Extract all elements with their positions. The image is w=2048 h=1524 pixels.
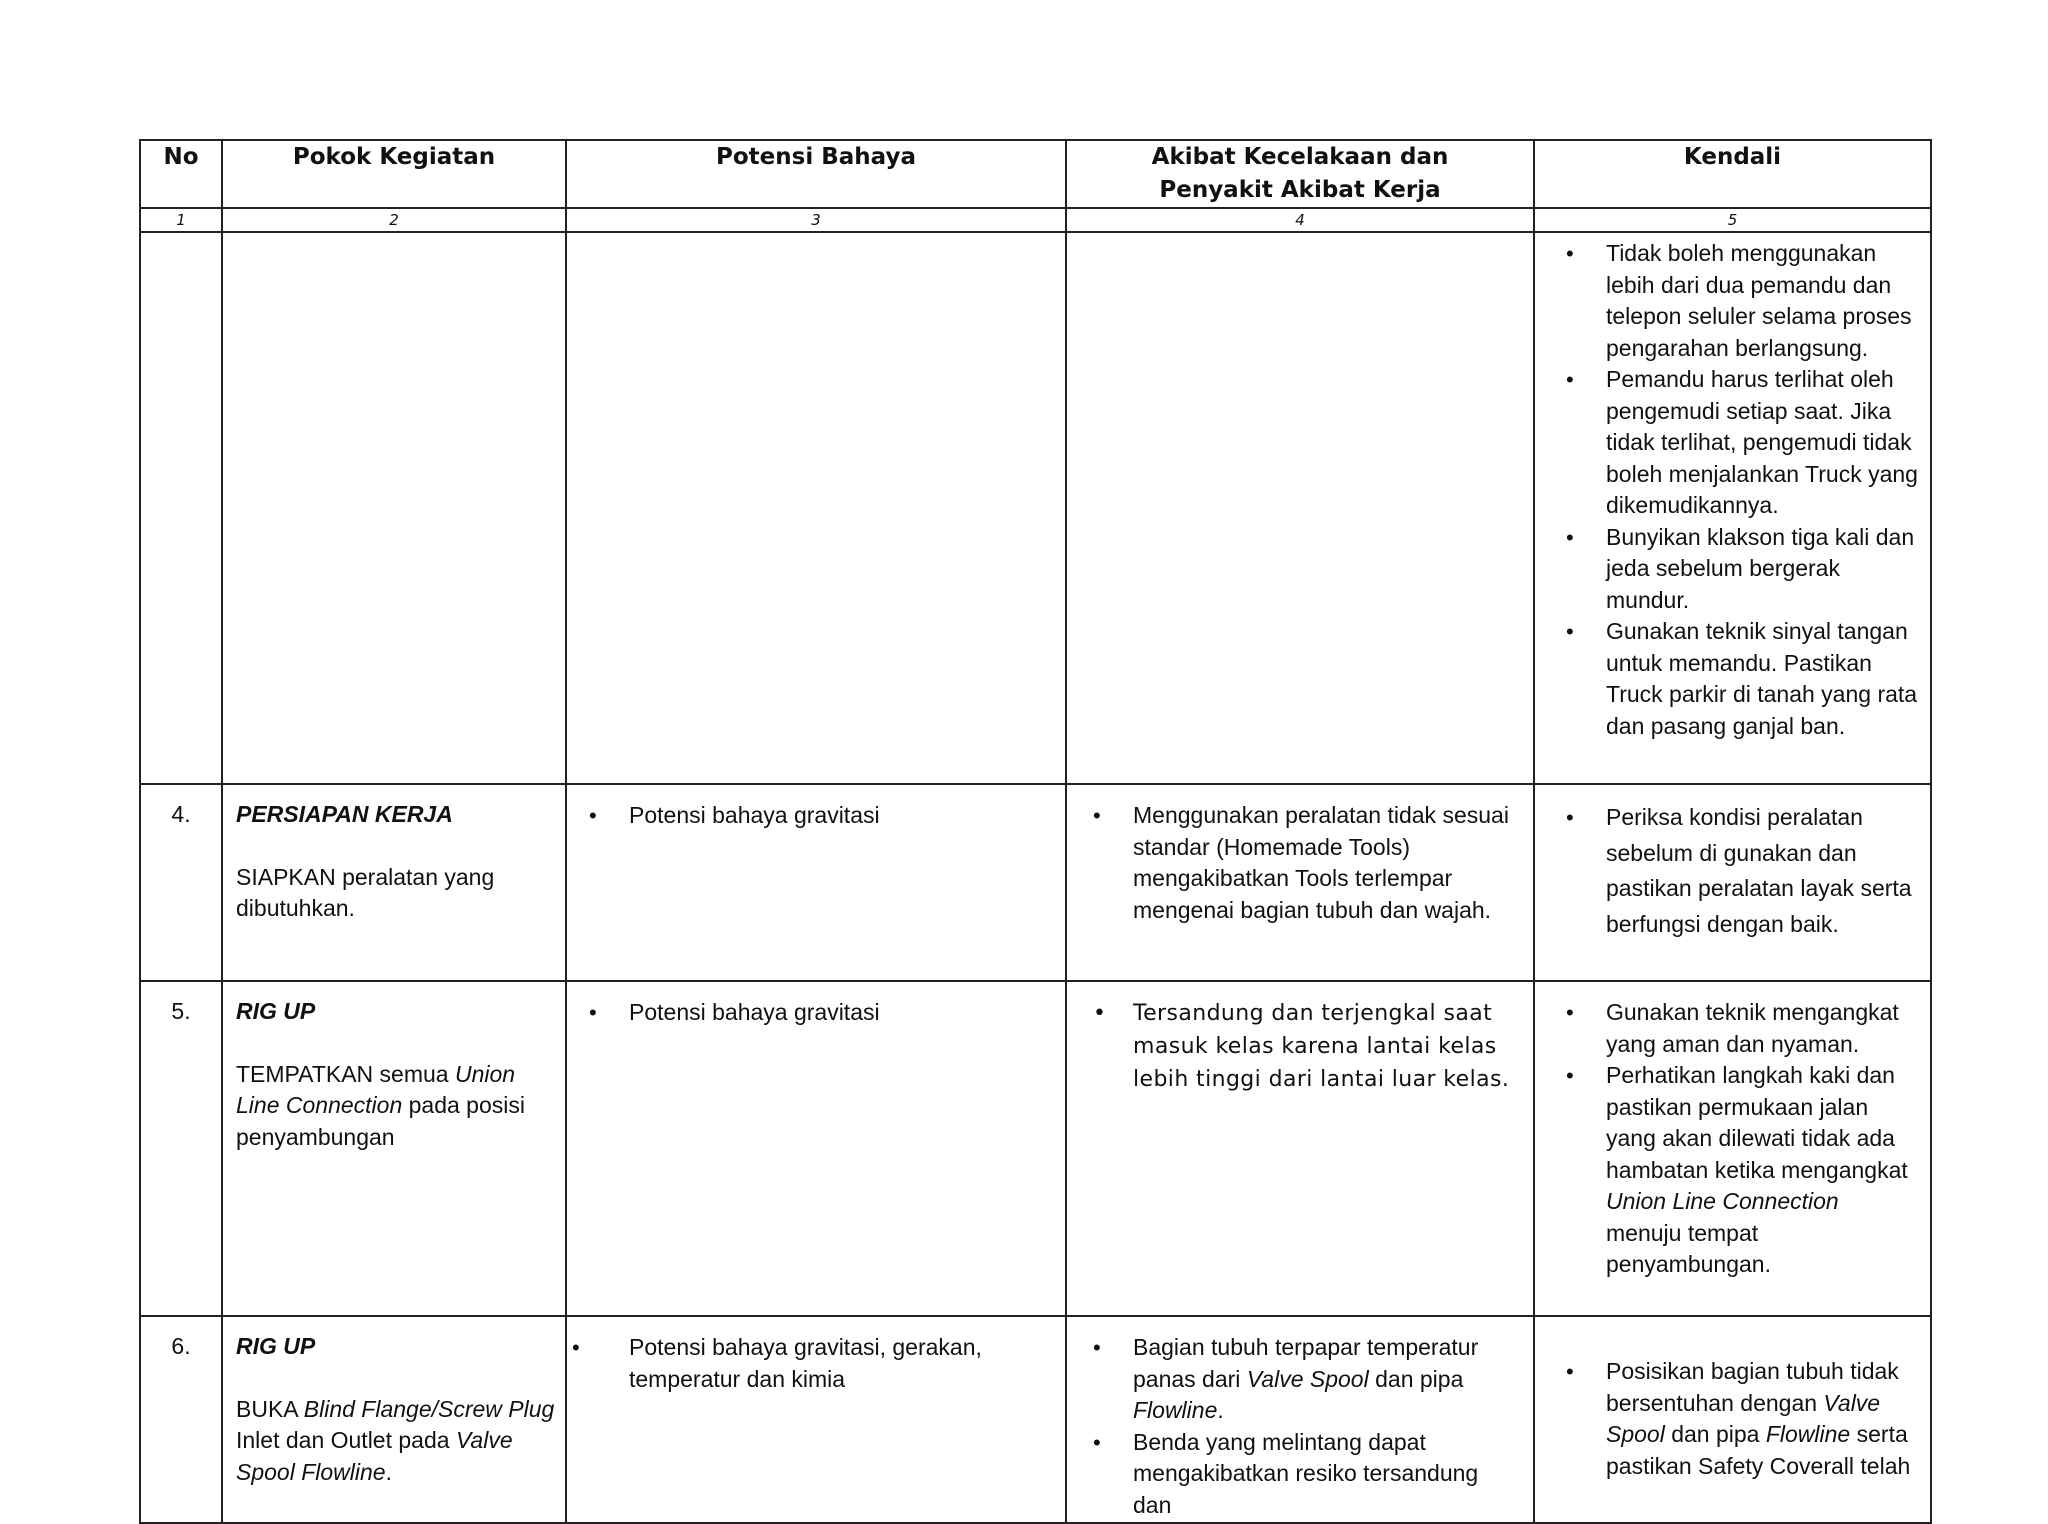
column-number: 3 [566,208,1066,232]
pokok-cell [222,981,566,1316]
row-number [140,232,222,784]
list-item: • Tidak boleh menggunakan lebih dari dua pemandu dan telepon seluler selama proses pengarahan berlangsung. [1566,240,1912,361]
header-potensi-bahaya: Potensi Bahaya [566,140,1066,208]
list-item: • Bagian tubuh terpapar temperatur panas dari Valve Spool dan pipa Flowline. [1093,1334,1479,1423]
kendali-cell [1534,784,1931,981]
kendali-cell [1534,1316,1931,1523]
akibat-cell [1066,232,1534,784]
potensi-cell [566,981,1066,1316]
kendali-cell [1534,232,1931,784]
column-number: 2 [222,208,566,232]
header-akibat-line2: Penyakit Akibat Kerja [1159,177,1441,203]
table-row [140,232,1931,784]
table-row [140,981,1931,1316]
pokok-cell [222,784,566,981]
step-title: PERSIAPAN KERJA [236,801,453,827]
table-row [140,1316,1931,1523]
list-item: • Bunyikan klakson tiga kali dan jeda sebelum bergerak mundur. [1566,523,1915,613]
row-number: 4. [140,784,222,981]
column-number: 4 [1066,208,1534,232]
step-description: TEMPATKAN semua Union Line Connection pada posisi penyambungan [236,1060,525,1150]
header-pokok-kegiatan: Pokok Kegiatan [222,140,566,208]
list-item: • Tersandung dan terjengkal saat masuk kelas karena lantai kelas lebih tinggi dari lantai luar kelas. [1093,1001,1510,1092]
column-number-row [140,208,1931,232]
list-item: • Gunakan teknik mengangkat yang aman dan nyaman. [1566,999,1899,1057]
column-number: 1 [140,208,222,232]
kendali-cell [1534,981,1931,1316]
list-item: • Perhatikan langkah kaki dan pastikan permukaan jalan yang akan dilewati tidak ada hambatan ketika mengangkat Union Line Connection menuju tempat penyambungan. [1566,1062,1908,1277]
table-row [140,784,1931,981]
list-item: • Gunakan teknik sinyal tangan untuk memandu. Pastikan Truck parkir di tanah yang rata dan pasang ganjal ban. [1566,618,1918,739]
list-item: • Potensi bahaya gravitasi [589,999,880,1025]
header-kendali: Kendali [1534,140,1931,208]
row-number: 5. [140,981,222,1316]
list-item: • Menggunakan peralatan tidak sesuai standar (Homemade Tools) mengakibatkan Tools terlempar mengenai bagian tubuh dan wajah. [1093,802,1509,923]
list-item: • Benda yang melintang dapat mengakibatkan resiko tersandung dan [1093,1428,1479,1518]
list-item: • Posisikan bagian tubuh tidak bersentuhan dengan Valve Spool dan pipa Flowline serta pastikan Safety Coverall telah [1566,1358,1911,1479]
potensi-cell [566,232,1066,784]
header-akibat [1066,140,1534,208]
akibat-cell [1066,981,1534,1316]
list-item: • Potensi bahaya gravitasi, gerakan, temperatur dan kimia [572,1334,982,1392]
step-title: RIG UP [236,998,316,1024]
list-item: • Potensi bahaya gravitasi [589,802,880,828]
potensi-cell [566,1316,1066,1523]
potensi-cell [566,784,1066,981]
list-item: • Periksa kondisi peralatan sebelum di gunakan dan pastikan peralatan layak serta berfungsi dengan baik. [1566,804,1912,937]
akibat-cell [1066,1316,1534,1523]
step-description: BUKA Blind Flange/Screw Plug Inlet dan Outlet pada Valve Spool Flowline. [236,1395,555,1485]
hazard-analysis-table [139,139,1932,1524]
akibat-cell [1066,784,1534,981]
step-description: SIAPKAN peralatan yang dibutuhkan. [236,863,495,921]
header-akibat-line1: Akibat Kecelakaan dan [1151,144,1449,170]
step-title: RIG UP [236,1333,316,1359]
header-no: No [140,140,222,208]
pokok-cell [222,232,566,784]
row-number: 6. [140,1316,222,1523]
pokok-cell [222,1316,566,1523]
column-number: 5 [1534,208,1931,232]
header-row [140,140,1931,208]
list-item: • Pemandu harus terlihat oleh pengemudi setiap saat. Jika tidak terlihat, pengemudi tidak boleh menjalankan Truck yang dikemudikannya. [1566,366,1918,518]
